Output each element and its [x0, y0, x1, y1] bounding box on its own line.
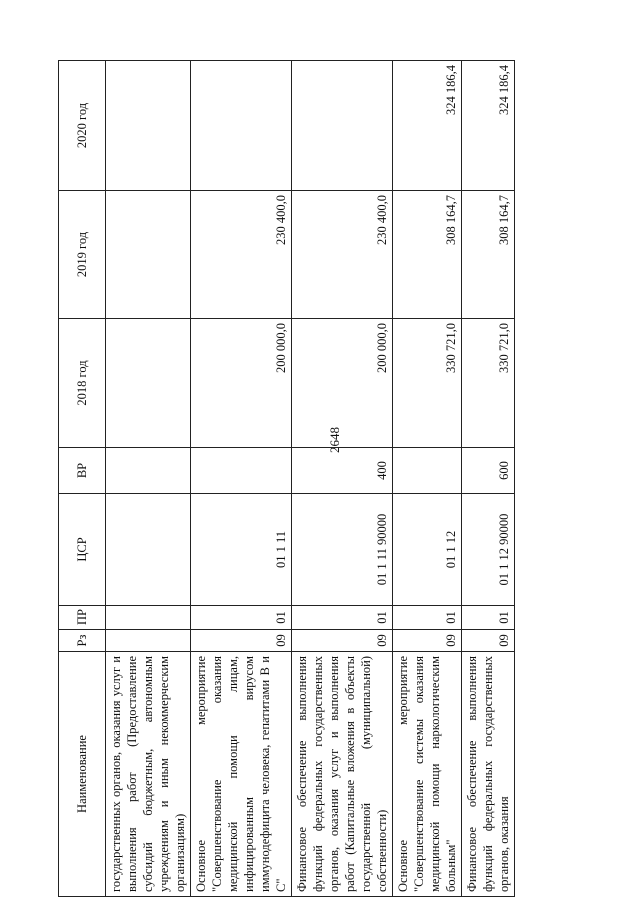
row-2020	[106, 61, 191, 191]
row-csr: 01 1 11	[191, 494, 292, 606]
row-vr	[191, 448, 292, 494]
header-name: Наименование	[59, 652, 106, 897]
row-csr: 01 1 12 90000	[462, 494, 515, 606]
row-2018: 330 721,0	[393, 319, 462, 448]
row-2018: 200 000,0	[292, 319, 393, 448]
row-2020	[191, 61, 292, 191]
row-pr: 01	[462, 606, 515, 630]
row-2019: 230 400,0	[191, 191, 292, 319]
row-name: Финансовое обеспечение выполнения функций федеральных государственных органов, оказания услуг и выполнения работ (Капитальные вложения в объекты государственной (муниципальной) собственности)	[292, 652, 393, 897]
row-vr: 600	[462, 448, 515, 494]
row-2019: 230 400,0	[292, 191, 393, 319]
header-2019: 2019 год	[59, 191, 106, 319]
row-name: Финансовое обеспечение выполнения функций федеральных государственных органов, оказания	[462, 652, 515, 897]
row-pr: 01	[191, 606, 292, 630]
row-csr: 01 1 12	[393, 494, 462, 606]
budget-table	[58, 60, 515, 897]
row-2019	[106, 191, 191, 319]
row-2018: 200 000,0	[191, 319, 292, 448]
header-pr: ПР	[59, 606, 106, 630]
header-csr: ЦСР	[59, 494, 106, 606]
header-2020: 2020 год	[59, 61, 106, 191]
row-csr	[106, 494, 191, 606]
table-header-row	[59, 61, 106, 897]
row-rz: 09	[191, 630, 292, 652]
row-vr	[106, 448, 191, 494]
header-rz: Рз	[59, 630, 106, 652]
row-rz: 09	[393, 630, 462, 652]
table-row	[462, 61, 515, 897]
rotated-page-wrapper	[58, 61, 606, 897]
row-2020: 324 186,4	[393, 61, 462, 191]
row-pr	[106, 606, 191, 630]
row-rz: 09	[462, 630, 515, 652]
row-2019: 308 164,7	[393, 191, 462, 319]
row-vr: 400	[292, 448, 393, 494]
header-2018: 2018 год	[59, 319, 106, 448]
row-name: Основное мероприятие "Совершенствование оказания медицинской помощи лицам, инфицированным вирусом иммунодефицита человека, гепатитами В и С"	[191, 652, 292, 897]
row-2020: 324 186,4	[462, 61, 515, 191]
table-row	[393, 61, 462, 897]
row-pr: 01	[292, 606, 393, 630]
row-pr: 01	[393, 606, 462, 630]
row-name: Основное мероприятие "Совершенствование системы оказания медицинской помощи наркологическим больным"	[393, 652, 462, 897]
row-2018: 330 721,0	[462, 319, 515, 448]
header-vr: ВР	[59, 448, 106, 494]
row-vr	[393, 448, 462, 494]
table-row	[191, 61, 292, 897]
table-row	[292, 61, 393, 897]
page-number: 2648	[327, 427, 342, 453]
row-rz: 09	[292, 630, 393, 652]
row-rz	[106, 630, 191, 652]
table-row	[106, 61, 191, 897]
row-csr: 01 1 11 90000	[292, 494, 393, 606]
row-2020	[292, 61, 393, 191]
row-2019: 308 164,7	[462, 191, 515, 319]
rotated-table-container	[58, 61, 606, 897]
row-name: государственных органов, оказания услуг и выполнения работ (Предоставление субсидий бюджетным, автономным учреждениям и иным некоммерческим организациям)	[106, 652, 191, 897]
row-2018	[106, 319, 191, 448]
